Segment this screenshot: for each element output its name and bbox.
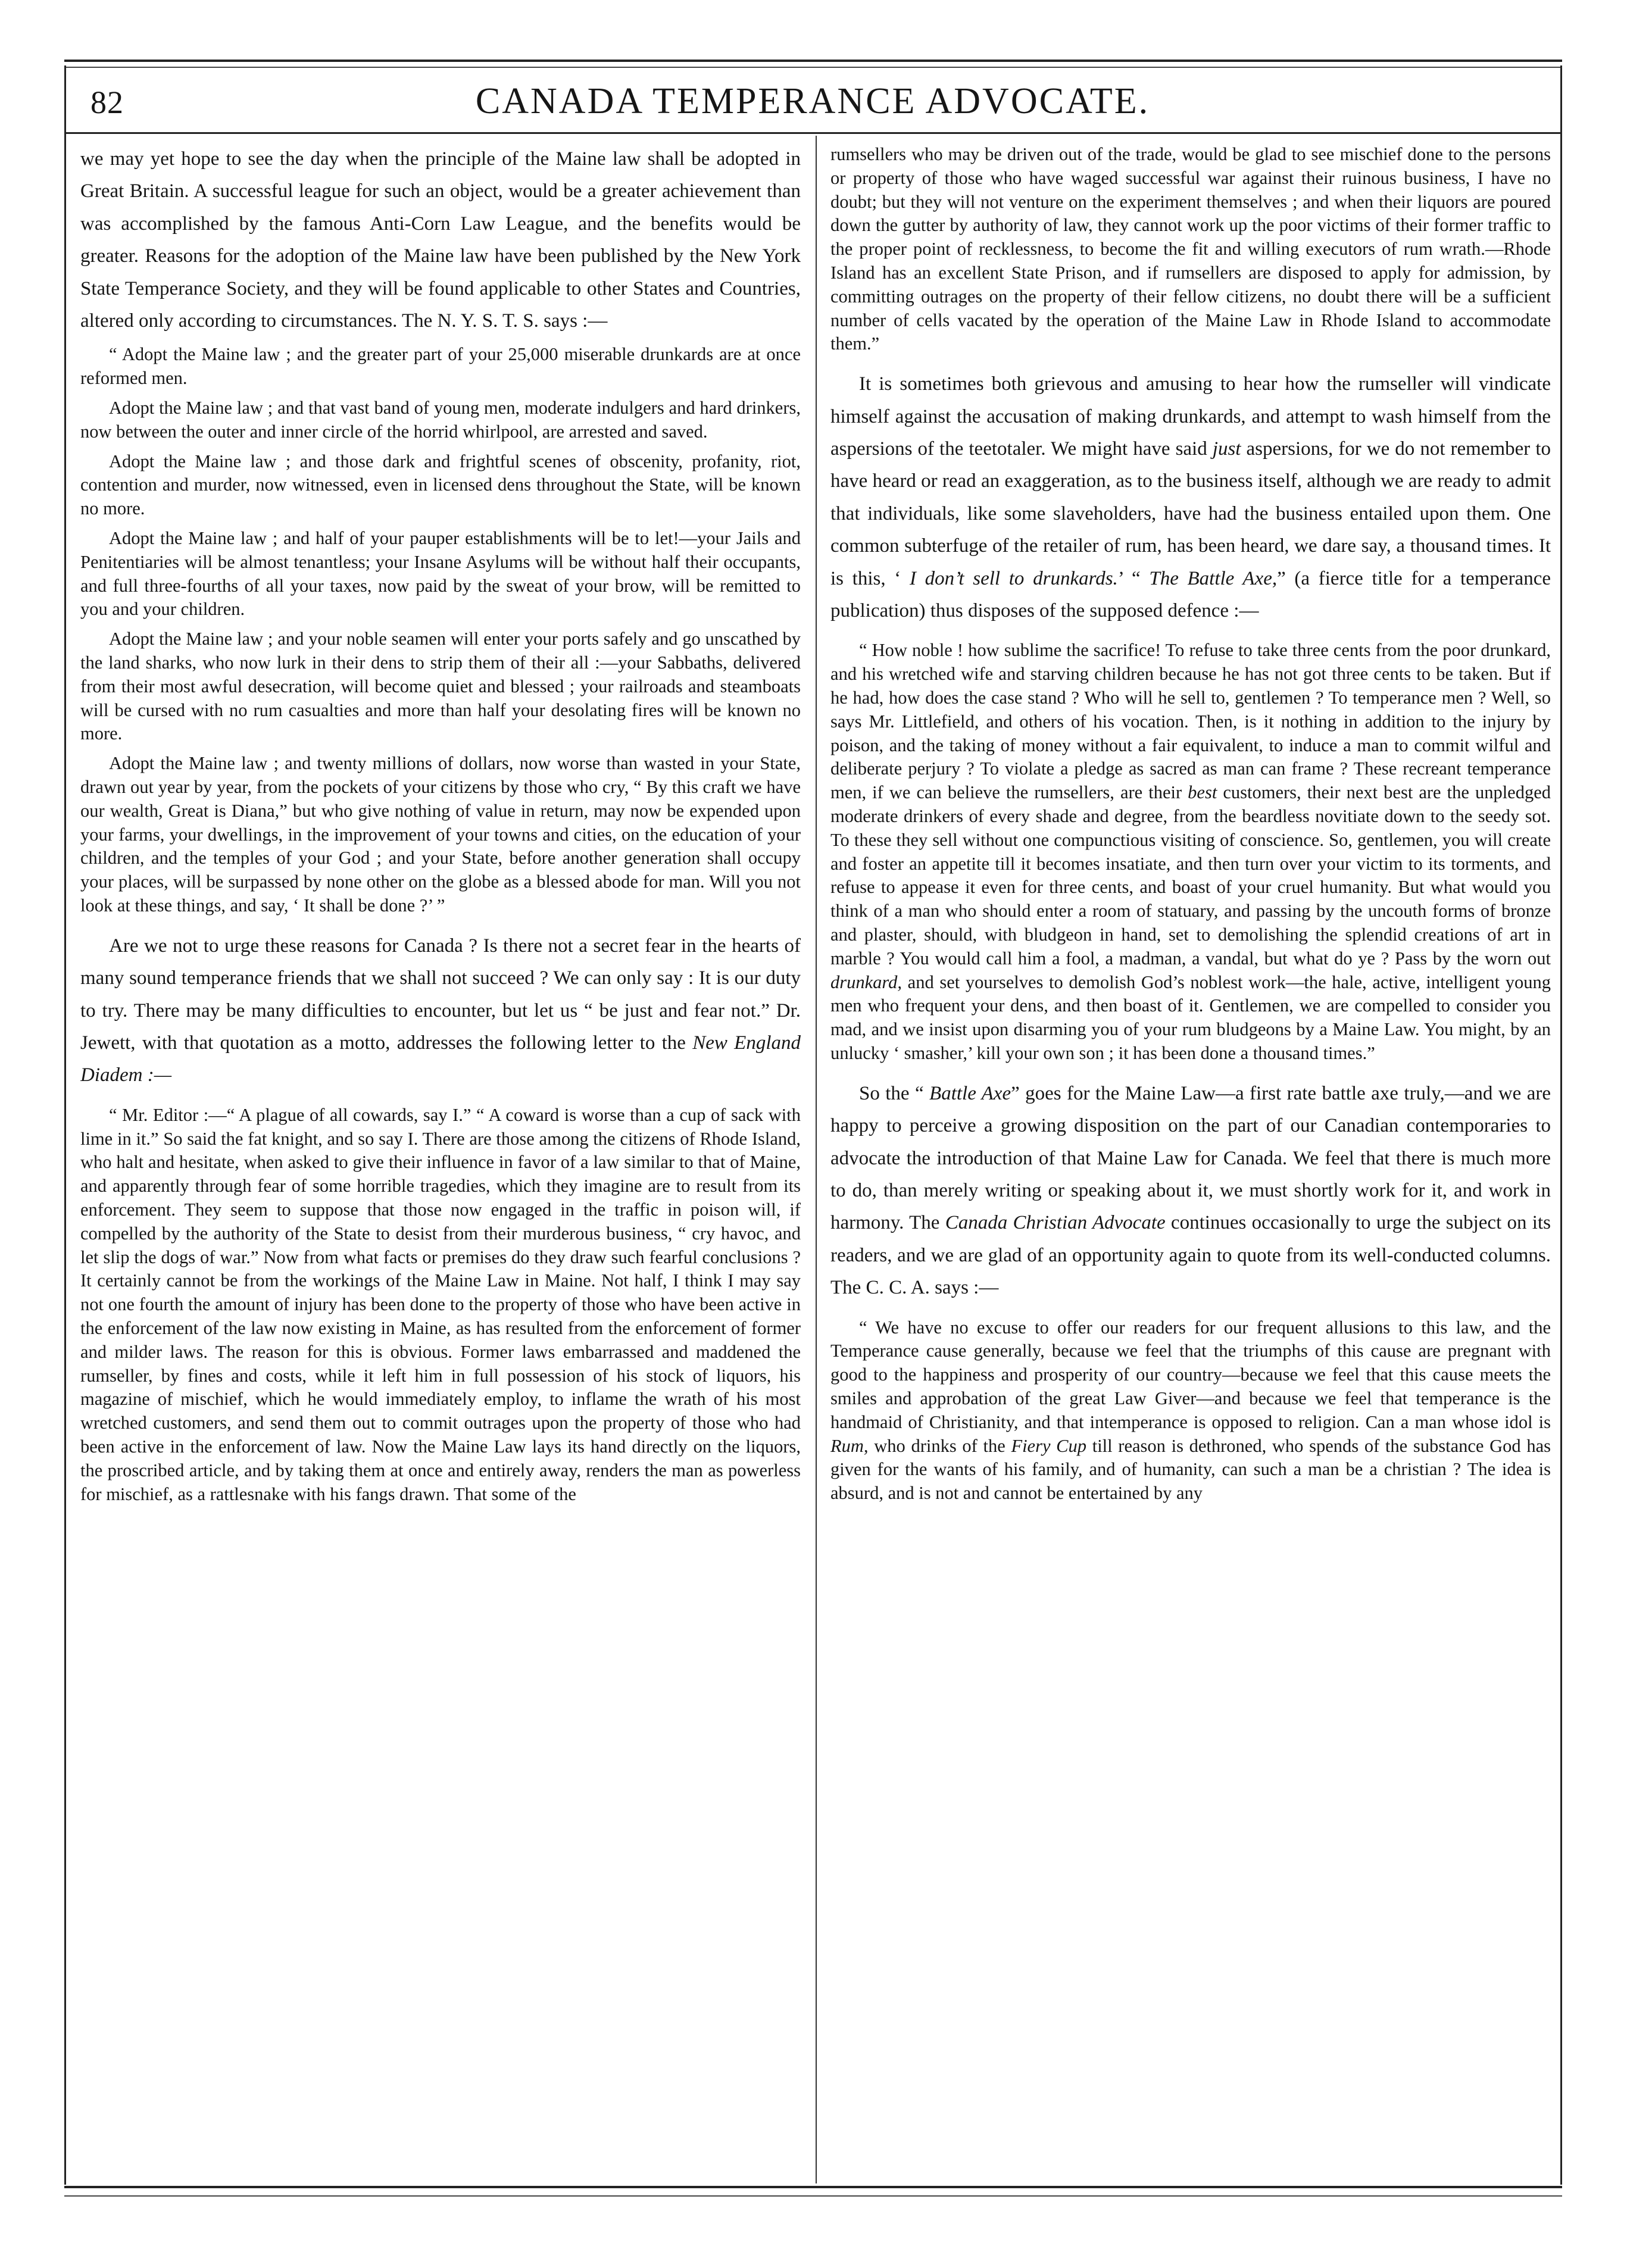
bottom-border-rule-inner: [64, 2195, 1562, 2197]
right-column-paragraph: [830, 368, 1551, 627]
italic-phrase: best: [1188, 782, 1217, 803]
column-divider: [816, 136, 817, 2183]
left-column-paragraph: [80, 930, 801, 1092]
paragraph-text: rumsellers who may be driven out of the trade, would be glad to see mischief done to the persons or property of those who have waged successful war against their ruinous business, I have no doubt; but they will not venture on the experiment themselves ; and when their liquors are poured down the gutter by authority of law, they cannot work up the poor victims of their former traffic to the proper point of recklessness, to become the fit and willing executors of rum wrath.—Rhode Island has an excellent State Prison, and if rumsellers are disposed to apply for admission, by committing outrages on the property of their fellow citizens, no doubt there will be a sufficient number of cells vacated by the operation of the Maine Law in Rhode Island to accommodate them.”: [830, 144, 1551, 354]
paragraph-text: till reason is dethroned, who spends of the substance God has given for the wants of his family, and of humanity, can such a man be a christian ? The idea is absurd, and is not and cannot be entertained by any: [830, 1435, 1551, 1504]
running-title: CANADA TEMPERANCE ADVOCATE.: [475, 81, 1150, 121]
top-border-rule: [64, 60, 1562, 62]
left-column-paragraph: [80, 343, 801, 391]
left-column-paragraph: [80, 1104, 801, 1507]
right-column-paragraph: [830, 639, 1551, 1065]
italic-phrase: Fiery Cup: [1011, 1435, 1087, 1456]
paragraph-text: “ Adopt the Maine law ; and the greater part of your 25,000 miserable drunkards are at once reformed men.: [80, 344, 801, 389]
bottom-border-rule: [64, 2186, 1562, 2188]
paragraph-text: “ Mr. Editor :—“ A plague of all cowards, say I.” “ A coward is worse than a cup of sack with lime in it.” So said the fat knight, and so say I. There are those among the citizens of Rhode Island, who halt and hesitate, when asked to give their influence in favor of a law similar to that of Maine, and apparently through fear of some horrible tragedies, which they imagine are to result from its enforcement. They seem to suppose that those now engaged in the traffic in poison will, if compelled by the authority of the State to desist from their murderous business, “ cry havoc, and let slip the dogs of war.” Now from what facts or premises do they draw such fearful conclusions ? It certainly cannot be from the workings of the Maine Law in Maine. Not half, I think I may say not one fourth the amount of injury has been done to the property of those who have been active in the enforcement of the law now existing in Maine, as has resulted from the enforcement of former and milder laws. The reason for this is obvious. Former laws embarrassed and maddened the rumseller, by fines and costs, while it left him in full possession of his stock of liquors, his magazine of mischief, which he would immediately employ, to inflame the wrath of his most wretched customers, and send them out to commit outrages upon the property of those who had been active in the enforcement of law. Now the Maine Law lays its hand directly on the liquors, the proscribed article, and by taking them at once and entirely away, renders the man as powerless for mischief, as a rattlesnake with his fangs drawn. That some of the: [80, 1104, 801, 1504]
paragraph-text: Adopt the Maine law ; and your noble seamen will enter your ports safely and go unscathed by the land sharks, who now lurk in their dens to strip them of their all :—your Sabbaths, delivered from their most awful desecration, will become quiet and blessed ; your railroads and steamboats will be cursed with no rum casualties and more than half your desolating fires will be known no more.: [80, 629, 801, 744]
page-header: [83, 80, 1542, 140]
paragraph-text: Adopt the Maine law ; and twenty millions of dollars, now worse than wasted in your State, drawn out year by year, from the pockets of your citizens by those who cry, “ By this craft we have our wealth, Great is Diana,” but who give nothing of value in return, may now be expended upon your farms, your dwellings, in the improvement of your towns and cities, on the education of your children, and the temples of your God ; and your State, before another generation shall occupy your places, will be surpassed by none other on the globe as a blessed abode for man. Will you not look at these things, and say, ‘ It shall be done ?’ ”: [80, 753, 801, 916]
header-rule: [64, 132, 1562, 134]
left-column-paragraph: [80, 143, 801, 337]
paragraph-text: ” (a fierce title for a temperance publication) thus disposes of the supposed defence :—: [830, 567, 1551, 622]
page-number: 82: [90, 85, 124, 120]
right-column-paragraph: [830, 1316, 1551, 1505]
paragraph-text: who drinks of the: [868, 1435, 1011, 1456]
paragraph-text: “ We have no excuse to offer our readers for our frequent allusions to this law, and the Temperance cause generally, because we feel that the triumphs of this cause are pregnant with good to the happiness and prosperity of our country—because we feel that this cause meets the smiles and approbation of the great Law Giver—and because we feel that temperance is the handmaid of Christianity, and that intemperance is opposed to religion. Can a man whose idol is: [830, 1317, 1551, 1432]
paragraph-text: It is sometimes both grievous and amusing to hear how the rumseller will vindicate himself against the accusation of making drunkards, and attempt to wash himself from the aspersions of the teetotaler. We might have said: [830, 373, 1551, 460]
italic-phrase: Canada Christian Advocate: [945, 1212, 1166, 1234]
italic-phrase: just: [1212, 438, 1241, 460]
left-column-paragraph: [80, 396, 801, 444]
italic-phrase: I don’t sell to drunkards.: [909, 567, 1118, 589]
italic-phrase: Battle Axe: [929, 1082, 1011, 1104]
paragraph-text: ” goes for the Maine Law—a first rate battle axe truly,—and we are happy to perceive a growing disposition on the part of our Canadian contemporaries to advocate the introduction of that Maine Law for Canada. We feel that there is much more to do, than merely writing or speaking about it, we must shortly work for it, and work in harmony. The: [830, 1082, 1551, 1234]
paragraph-text: Are we not to urge these reasons for Canada ? Is there not a secret fear in the hearts of many sound temperance friends that we shall not succeed ? We can only say : It is our duty to try. There may be many difficulties to encounter, but let us “ be just and fear not.” Dr. Jewett, with that quotation as a motto, addresses the following letter to the: [80, 935, 801, 1054]
italic-phrase: New England Diadem :—: [80, 1032, 801, 1086]
paragraph-text: “ How noble ! how sublime the sacrifice! To refuse to take three cents from the poor drunkard, and his wretched wife and starving children because he has not got three cents to be taken. But if he had, how does the case stand ? Who will he sell to, gentlemen ? To temperance men ? Well, so says Mr. Littlefield, and others of his vocation. Then, is it nothing in addition to the injury by poison, and the taking of money without a fair equivalent, to induce a man to commit wilful and deliberate perjury ? To violate a pledge as sacred as man can frame ? These recreant temperance men, if we can believe the rumsellers, are their: [830, 640, 1551, 803]
paragraph-text: Adopt the Maine law ; and that vast band of young men, moderate indulgers and hard drinkers, now between the outer and inner circle of the horrid whirlpool, are arrested and saved.: [80, 398, 801, 442]
paragraph-text: aspersions, for we do not remember to have heard or read an exaggeration, as to the business itself, although we are ready to admit that individuals, like some slaveholders, have had the business entailed upon them. One common subterfuge of the retailer of rum, has been heard, we dare say, a thousand times. It is this, ‘: [830, 438, 1551, 589]
paragraph-text: customers, their next best are the unpledged moderate drinkers of every shade and degree, from the beardless novitiate down to the seedy sot. To these they sell without one compunctious visiting of conscience. So, gentlemen, you will create and foster an appetite till it becomes insatiate, and then turn over your victim to its torments, and refuse to appease it even for three cents, and boast of your cruel humanity. But what would you think of a man who should enter a room of statuary, and passing by the uncouth forms of bronze and plaster, should, with bludgeon in hand, set to demolishing the splendid creations of art in marble ? You would call him a fool, a madman, a vandal, but what do ye ? Pass by the worn out: [830, 782, 1551, 969]
paragraph-text: ’ “: [1117, 567, 1150, 589]
right-column-paragraph: [830, 143, 1551, 356]
left-column: [80, 143, 801, 2179]
paragraph-text: and set yourselves to demolish God’s noblest work—the hale, active, intelligent young men who frequent your dens, and then boast of it. Gentlemen, we are compelled to consider you mad, and we insist upon disarming you of your rum bludgeons by a Maine Law. You might, by an unlucky ‘ smasher,’ kill your own son ; it has been done a thousand times.”: [830, 971, 1551, 1063]
left-column-paragraph: [80, 450, 801, 521]
right-column-paragraph: [830, 1077, 1551, 1304]
left-column-paragraph: [80, 627, 801, 746]
italic-phrase: drunkard,: [830, 971, 902, 992]
italic-phrase: The Battle Axe,: [1149, 567, 1278, 589]
paragraph-text: we may yet hope to see the day when the principle of the Maine law shall be adopted in Great Britain. A successful league for such an object, would be a greater achievement than was accomplished by the famous Anti-Corn Law League, and the benefits would be greater. Reasons for the adoption of the Maine law have been published by the New York State Temperance Society, and they will be found applicable to other States and Countries, altered only according to circumstances. The N. Y. S. T. S. says :—: [80, 148, 801, 332]
paragraph-text: Adopt the Maine law ; and those dark and frightful scenes of obscenity, profanity, riot, contention and murder, now witnessed, even in licensed dens throughout the State, will be known no more.: [80, 451, 801, 519]
paragraph-text: continues occasionally to urge the subject on its readers, and we are glad of an opportunity again to quote from its well-conducted columns. The C. C. A. says :—: [830, 1212, 1551, 1299]
left-column-paragraph: [80, 527, 801, 621]
paragraph-text: So the “: [859, 1082, 930, 1104]
italic-phrase: Rum,: [830, 1435, 869, 1456]
right-column: [830, 143, 1551, 2179]
paragraph-text: Adopt the Maine law ; and half of your pauper establishments will be to let!—your Jails and Penitentiaries will be almost tenantless; your Insane Asylums will be without half their occupants, and full three-fourths of all your taxes, now paid by the sweat of your brow, will be remitted to you and your children.: [80, 528, 801, 620]
left-column-paragraph: [80, 752, 801, 918]
